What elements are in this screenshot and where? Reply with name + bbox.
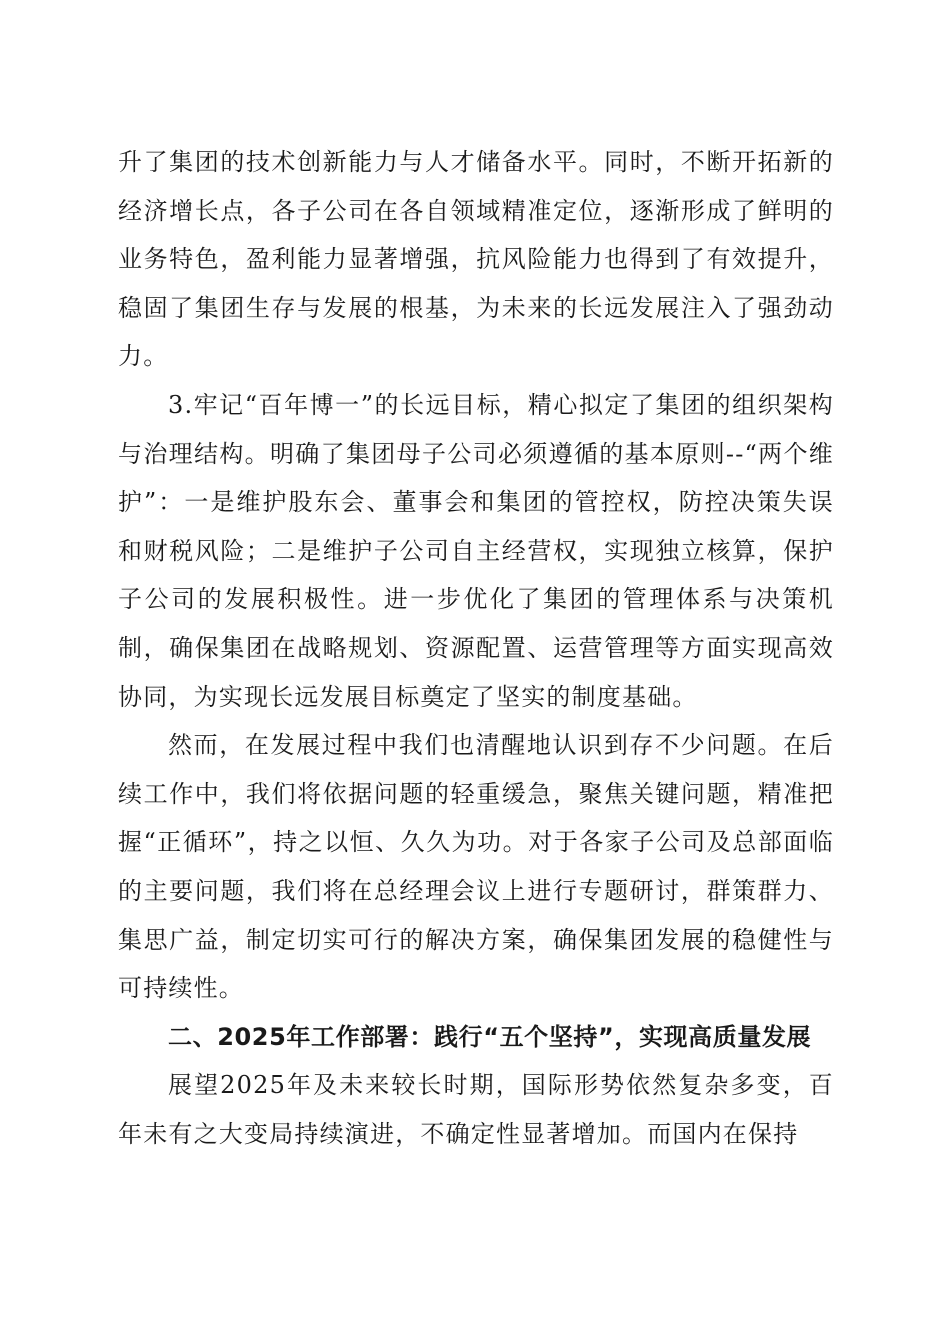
paragraph-outlook: 展望2025年及未来较长时期，国际形势依然复杂多变，百年未有之大变局持续演进，不确定性显著增加。而国内在保持 xyxy=(118,1071,834,1148)
section-heading: 二、2025年工作部署：践行“五个坚持”，实现高质量发展 xyxy=(168,1022,812,1051)
document-body xyxy=(118,138,834,1158)
paragraph-problems: 然而，在发展过程中我们也清醒地认识到存不少问题。在后续工作中，我们将依据问题的轻重缓急，聚焦关键问题，精准把握“正循环”，持之以恒、久久为功。对于各家子公司及总部面临的主要问题，我们将在总经理会议上进行专题研讨，群策群力、集思广益，制定切实可行的解决方案，确保集团发展的稳健性与可持续性。 xyxy=(118,731,834,1003)
paragraph-item-3: 3.牢记“百年博一”的长远目标，精心拟定了集团的组织架构与治理结构。明确了集团母子公司必须遵循的基本原则--“两个维护”：一是维护股东会、董事会和集团的管控权，防控决策失误和财税风险；二是维护子公司自主经营权，实现独立核算，保护子公司的发展积极性。进一步优化了集团的管理体系与决策机制，确保集团在战略规划、资源配置、运营管理等方面实现高效协同，为实现长远发展目标奠定了坚实的制度基础。 xyxy=(118,390,834,711)
paragraph-continuation: 升了集团的技术创新能力与人才储备水平。同时，不断开拓新的经济增长点，各子公司在各自领域精准定位，逐渐形成了鲜明的业务特色，盈利能力显著增强，抗风险能力也得到了有效提升，稳固了集团生存与发展的根基，为未来的长远发展注入了强劲动力。 xyxy=(118,148,834,371)
